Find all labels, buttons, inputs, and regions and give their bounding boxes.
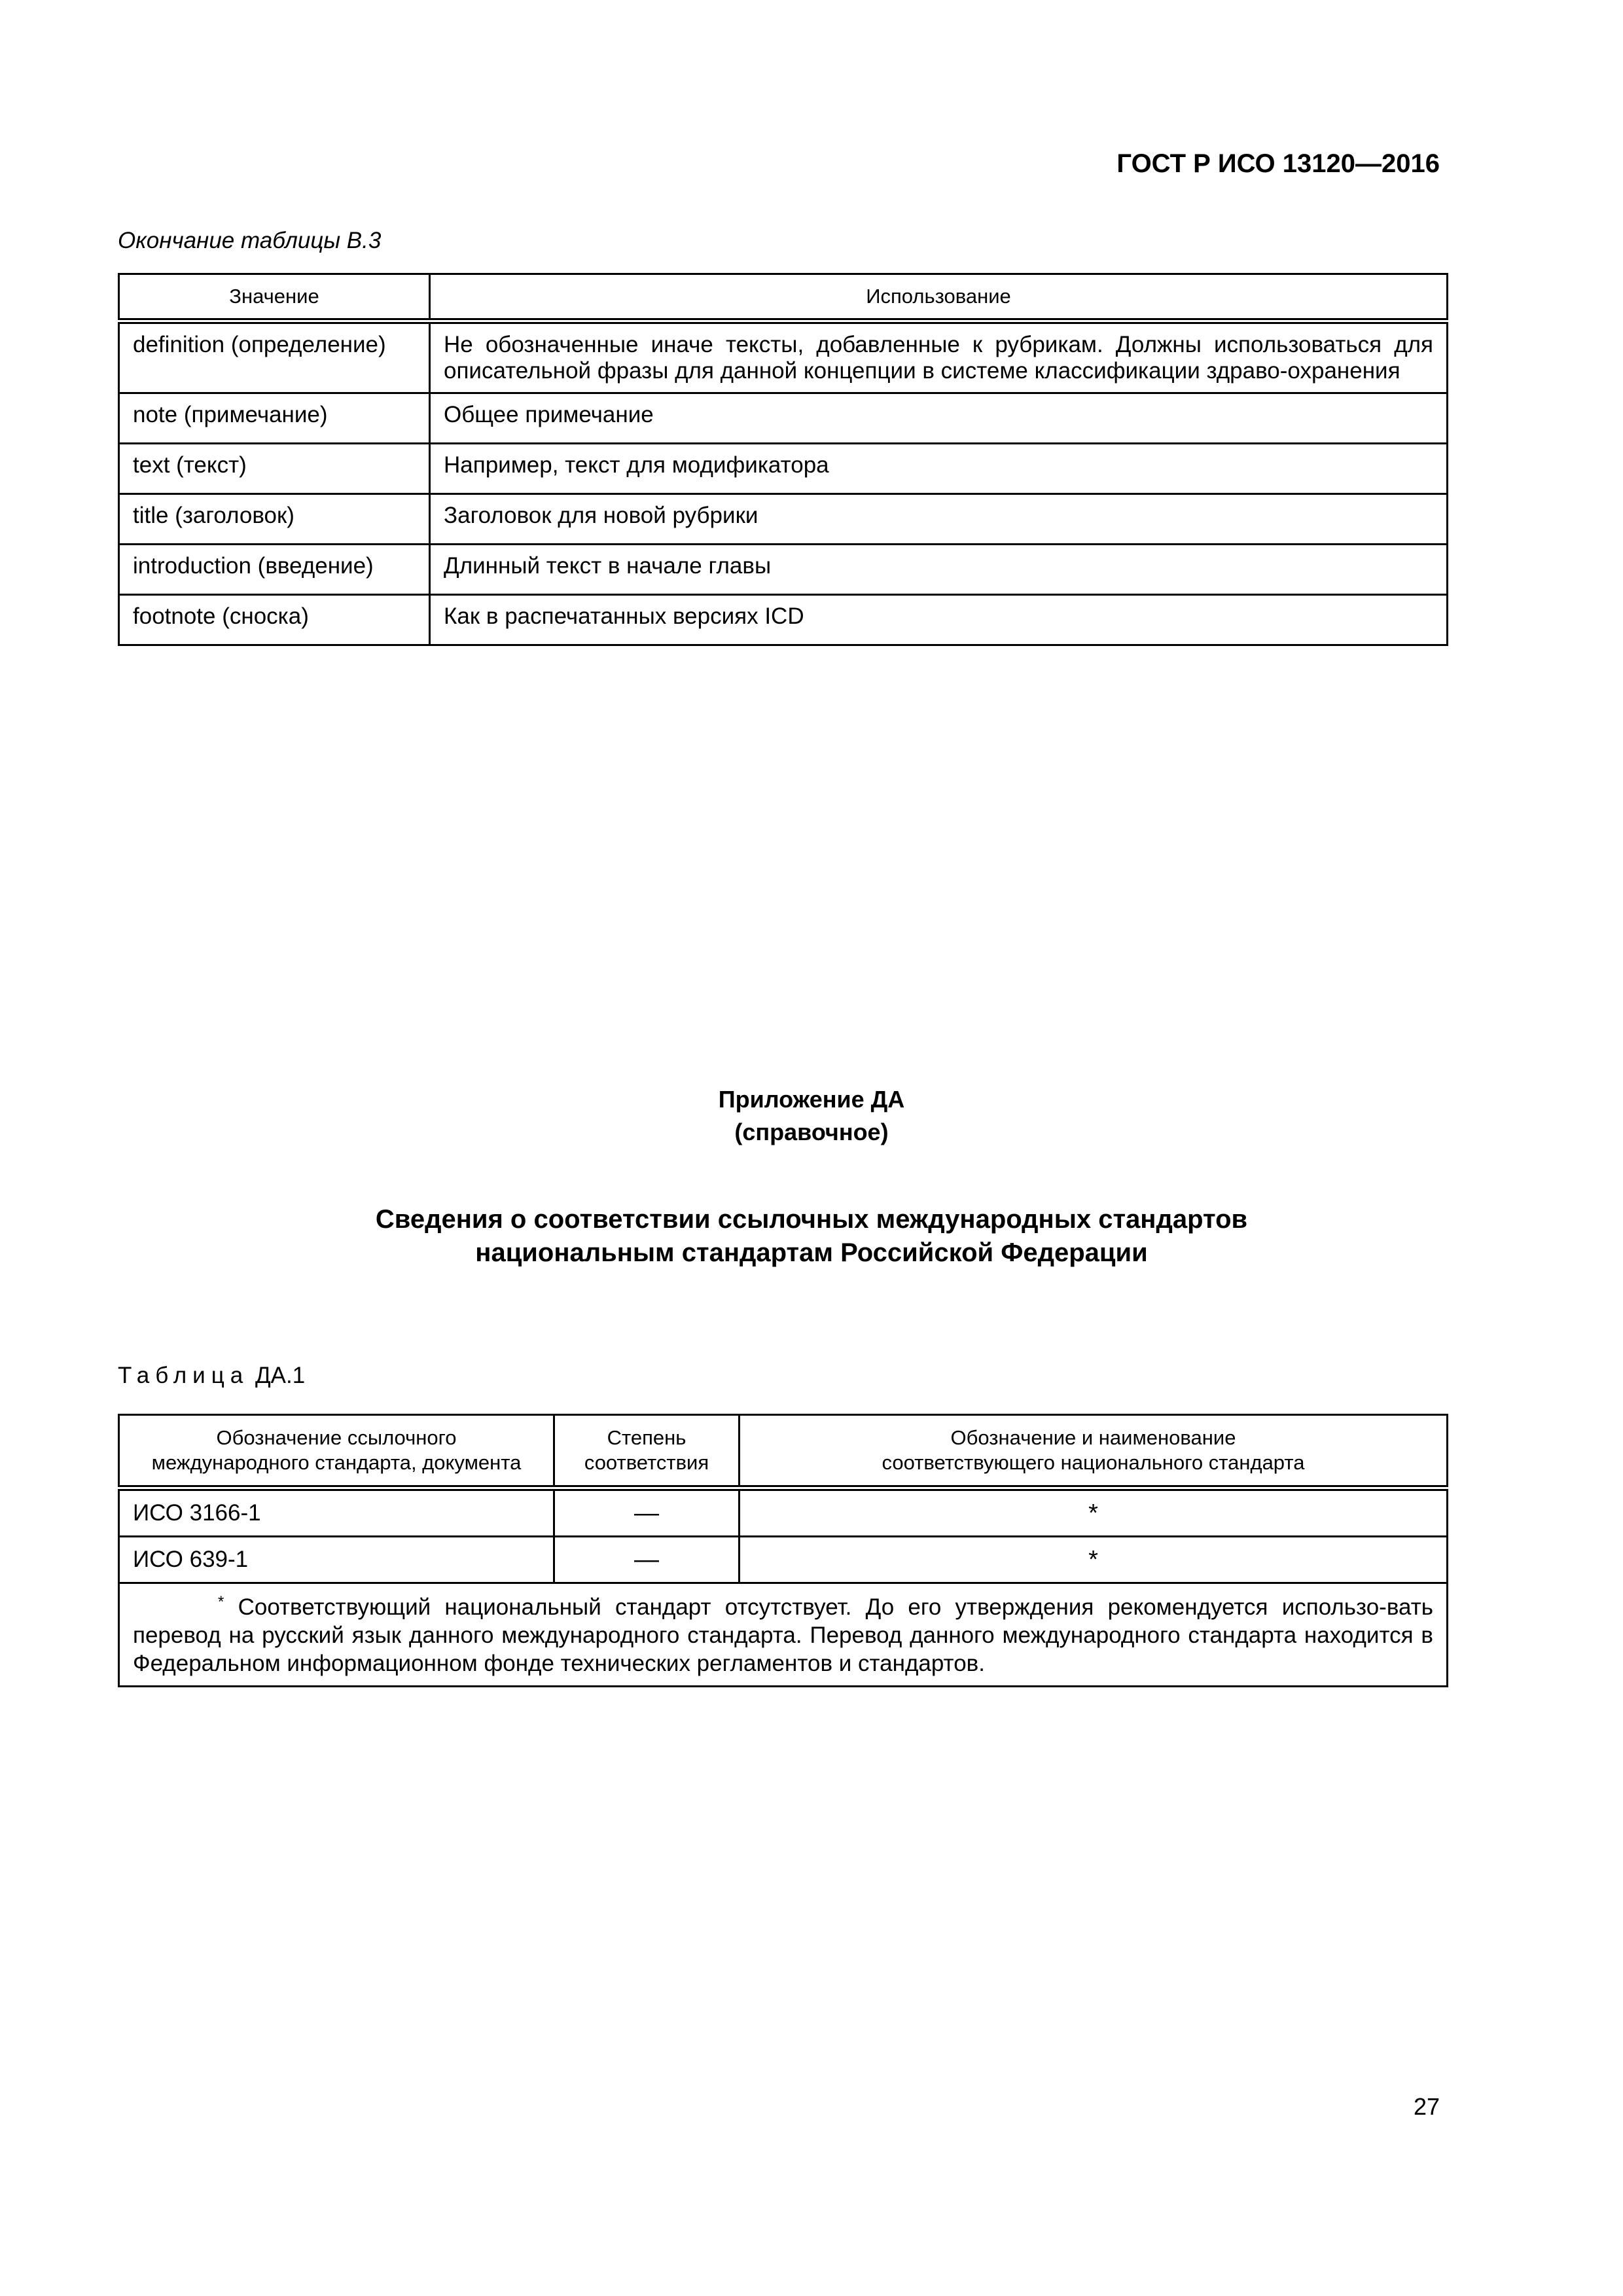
- table-header-row: [119, 1415, 1448, 1488]
- table-continuation-caption: Окончание таблицы В.3: [118, 228, 382, 253]
- cell-usage: Длинный текст в начале главы: [430, 545, 1448, 595]
- cell-value: introduction (введение): [119, 545, 430, 595]
- cell-degree: —: [554, 1488, 740, 1537]
- footnote-text: Соответствующий национальный стандарт отсутствует. До его утверждения рекомендуется использо-вать перевод на русский язык данного международного стандарта. Перевод данного международного стандарта находится в Федеральном информационном фонде технических регламентов и стандартов.: [133, 1594, 1433, 1676]
- cell-national: *: [740, 1537, 1448, 1583]
- table-da1: [118, 1414, 1448, 1687]
- cell-usage: Например, текст для модификатора: [430, 444, 1448, 494]
- column-header-degree: [554, 1415, 740, 1488]
- column-header-national: [740, 1415, 1448, 1488]
- table-row: [119, 444, 1448, 494]
- appendix-label: Приложение ДА: [718, 1086, 905, 1113]
- appendix-title: [0, 1203, 1623, 1270]
- header-line: соответствия: [584, 1451, 709, 1474]
- column-header-standard: [119, 1415, 554, 1488]
- table-label-word: Таблица: [118, 1363, 249, 1388]
- table-row: [119, 545, 1448, 595]
- cell-standard: ИСО 639-1: [119, 1537, 554, 1583]
- column-header-value: Значение: [119, 274, 430, 321]
- table-row: [119, 595, 1448, 645]
- table-row: [119, 494, 1448, 545]
- cell-usage: Заголовок для новой рубрики: [430, 494, 1448, 545]
- header-line: соответствующего национального стандарта: [882, 1451, 1305, 1474]
- header-line: Обозначение ссылочного: [216, 1426, 457, 1449]
- appendix-title-line: Сведения о соответствии ссылочных международных стандартов: [375, 1205, 1248, 1234]
- appendix-title-line: национальным стандартам Российской Федерации: [475, 1238, 1148, 1267]
- column-header-usage: Использование: [430, 274, 1448, 321]
- header-line: международного стандарта, документа: [151, 1451, 522, 1474]
- header-line: Обозначение и наименование: [950, 1426, 1236, 1449]
- footnote-mark: *: [218, 1593, 224, 1611]
- table-b3: [118, 273, 1448, 646]
- table-header-row: [119, 274, 1448, 321]
- table-label: [118, 1363, 305, 1389]
- cell-value: text (текст): [119, 444, 430, 494]
- cell-degree: —: [554, 1537, 740, 1583]
- cell-usage: Не обозначенные иначе тексты, добавленные к рубрикам. Должны использоваться для описательной фразы для данной концепции в системе классификации здраво-охранения: [430, 321, 1448, 393]
- table-row: [119, 1537, 1448, 1583]
- cell-standard: ИСО 3166-1: [119, 1488, 554, 1537]
- cell-value: note (примечание): [119, 393, 430, 444]
- appendix-heading: [0, 1083, 1623, 1149]
- cell-usage: Общее примечание: [430, 393, 1448, 444]
- cell-value: definition (определение): [119, 321, 430, 393]
- document-code: ГОСТ Р ИСО 13120—2016: [1116, 149, 1440, 178]
- cell-national: *: [740, 1488, 1448, 1537]
- page-number: 27: [1413, 2093, 1440, 2120]
- cell-usage: Как в распечатанных версиях ICD: [430, 595, 1448, 645]
- table-row: [119, 321, 1448, 393]
- cell-value: footnote (сноска): [119, 595, 430, 645]
- table-row: [119, 1488, 1448, 1537]
- appendix-type: (справочное): [734, 1119, 889, 1145]
- table-footnote: [119, 1583, 1448, 1687]
- table-label-number: ДА.1: [255, 1363, 306, 1388]
- header-line: Степень: [607, 1426, 687, 1449]
- table-row: [119, 393, 1448, 444]
- table-footnote-row: [119, 1583, 1448, 1687]
- cell-value: title (заголовок): [119, 494, 430, 545]
